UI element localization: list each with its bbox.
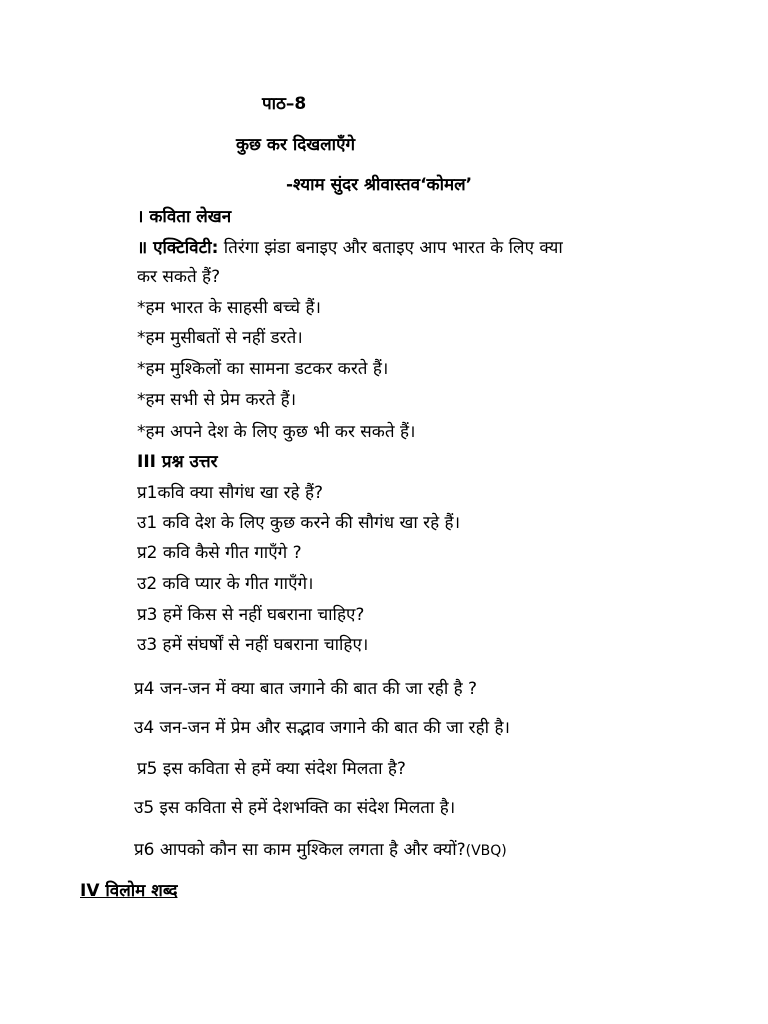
lesson-number: पाठ–8 bbox=[262, 94, 307, 114]
vbq-tag: (VBQ) bbox=[465, 843, 507, 859]
qa-item: उ4 जन-जन में प्रेम और सद्भाव जगाने की बात की जा रही है। bbox=[134, 718, 510, 738]
qa-item-last bbox=[134, 838, 507, 863]
qa-item: प्र3 हमें किस से नहीं घबराना चाहिए? bbox=[137, 605, 365, 625]
qa-item: प्र5 इस कविता से हमें क्या संदेश मिलता है? bbox=[137, 759, 406, 779]
author-name: -श्याम सुंदर श्रीवास्तव‘कोमल’ bbox=[286, 175, 473, 195]
point-item: *हम अपने देश के लिए कुछ भी कर सकते हैं। bbox=[137, 422, 416, 442]
section-poem-writing: । कविता लेखन bbox=[137, 207, 232, 227]
qa-item: प्र1कवि क्या सौगंध खा रहे हैं? bbox=[137, 483, 324, 503]
section-question-answer: III प्रश्न उत्तर bbox=[137, 452, 218, 472]
qa-item: प्र4 जन-जन में क्या बात जगाने की बात की जा रही है ? bbox=[134, 679, 478, 699]
point-item: *हम मुसीबतों से नहीं डरते। bbox=[137, 328, 303, 348]
point-item: *हम भारत के साहसी बच्चे हैं। bbox=[137, 298, 321, 318]
activity-label: ॥ एक्टिविटी: bbox=[137, 238, 219, 258]
lesson-title: कुछ कर दिखलाएँगे bbox=[236, 135, 356, 155]
section-antonyms: IV विलोम शब्द bbox=[80, 881, 178, 901]
qa-question-6: प्र6 आपको कौन सा काम मुश्किल लगता है और क्यों? bbox=[134, 840, 466, 860]
activity-line-1 bbox=[137, 236, 563, 260]
qa-item: उ2 कवि प्यार के गीत गाएँगे। bbox=[137, 574, 314, 594]
qa-item: उ5 इस कविता से हमें देशभक्ति का संदेश मिलता है। bbox=[134, 798, 456, 818]
qa-item: उ3 हमें संघर्षों से नहीं घबराना चाहिए। bbox=[137, 635, 369, 655]
qa-item: प्र2 कवि कैसे गीत गाएँगे ? bbox=[137, 543, 302, 563]
point-item: *हम सभी से प्रेम करते हैं। bbox=[137, 390, 297, 410]
activity-text: तिरंगा झंडा बनाइए और बताइए आप भारत के लिए क्या bbox=[218, 238, 563, 258]
activity-line-2: कर सकते हैं? bbox=[137, 267, 221, 287]
qa-item: उ1 कवि देश के लिए कुछ करने की सौगंध खा रहे हैं। bbox=[137, 513, 461, 533]
point-item: *हम मुश्किलों का सामना डटकर करते हैं। bbox=[137, 359, 389, 379]
